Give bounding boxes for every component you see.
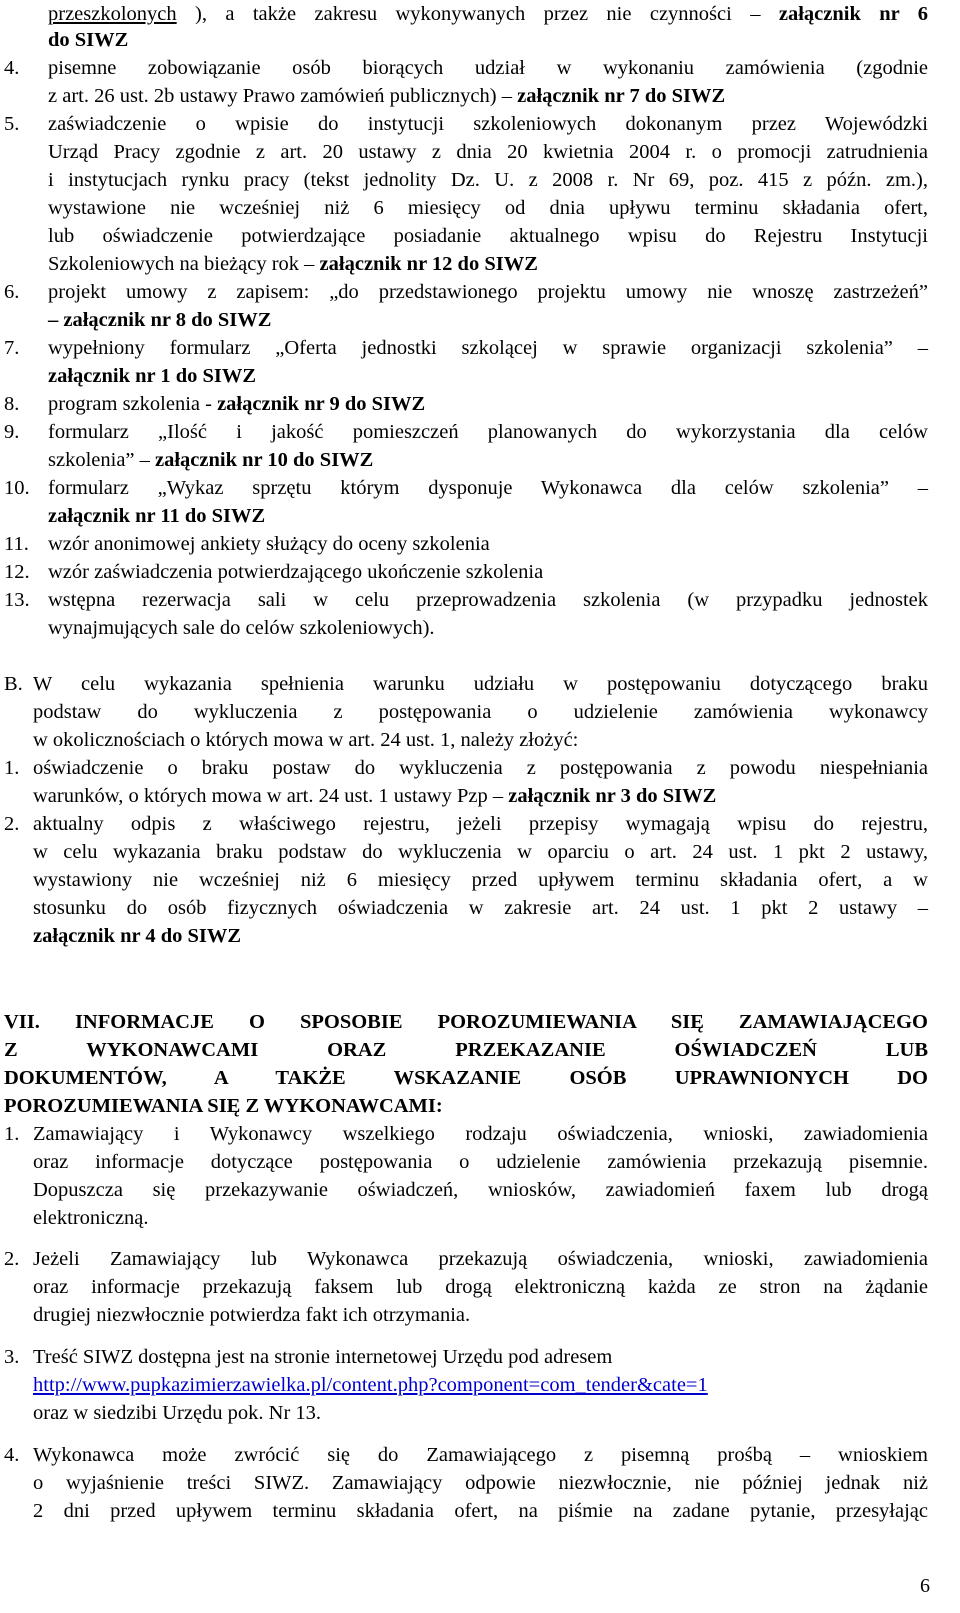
list-item-text: oświadczenie o braku postaw do wykluczenia z postępowania z powodu niespełniania (33, 757, 928, 779)
list-item-text: Jeżeli Zamawiający lub Wykonawca przekazują oświadczenia, wnioski, zawiadomienia (33, 1248, 928, 1270)
list-item-3-continuation: przeszkolonych ), a także zakresu wykonywanych przez nie czynności – załącznik nr 6 (48, 3, 928, 25)
list-number: 11. (4, 533, 29, 555)
list-number: 7. (4, 337, 20, 359)
list-item-text: Dopuszcza się przekazywanie oświadczeń, wniosków, zawiadomień faxem lub drogą (33, 1179, 928, 1201)
section-b-label: B. (4, 673, 23, 695)
list-item-text: wystawiony nie wcześniej niż 6 miesięcy przed upływem terminu składania ofert, a w (33, 869, 928, 891)
list-number: 13. (4, 589, 30, 611)
list-item-text: lub oświadczenie potwierdzające posiadanie aktualnego wpisu do Rejestru Instytucji (48, 225, 928, 247)
list-item-text: projekt umowy z zapisem: „do przedstawionego projektu umowy nie wnoszę zastrzeżeń” (48, 281, 928, 303)
list-item-text: drugiej niezwłocznie potwierdza fakt ich otrzymania. (33, 1304, 471, 1326)
list-item-text: o wyjaśnienie treści SIWZ. Zamawiający odpowie niezwłocznie, nie później jednak niż (33, 1472, 928, 1494)
section-heading: Z WYKONAWCAMI ORAZ PRZEKAZANIE OŚWIADCZEŃ LUB (4, 1039, 928, 1061)
list-item-text: formularz „Ilość i jakość pomieszczeń planowanych do wykorzystania dla celów (48, 421, 928, 443)
list-item-text: elektroniczną. (33, 1207, 149, 1229)
list-number: 4. (4, 57, 20, 79)
section-b-text: podstaw do wykluczenia z postępowania o udzielenie zamówienia wykonawcy (33, 701, 928, 723)
list-item-text: Treść SIWZ dostępna jest na stronie internetowej Urzędu pod adresem (33, 1346, 613, 1368)
list-item-attachment: załącznik nr 1 do SIWZ (48, 365, 257, 387)
list-item-text: zaświadczenie o wpisie do instytucji szkoleniowych dokonanym przez Wojewódzki (48, 113, 928, 135)
list-number: 12. (4, 561, 30, 583)
list-item-text: Wykonawca może zwrócić się do Zamawiającego z pisemną prośbą – wnioskiem (33, 1444, 928, 1466)
list-item-text: Zamawiający i Wykonawcy wszelkiego rodzaju oświadczenia, wnioski, zawiadomienia (33, 1123, 928, 1145)
list-number: 2. (4, 1248, 20, 1270)
list-item-text: Szkoleniowych na bieżący rok – załącznik nr 12 do SIWZ (48, 253, 538, 275)
list-number: 1. (4, 1123, 20, 1145)
page-number: 6 (920, 1575, 930, 1597)
list-item-attachment: załącznik nr 4 do SIWZ (33, 925, 242, 947)
list-number: 5. (4, 113, 20, 135)
list-item-attachment: załącznik nr 11 do SIWZ (48, 505, 266, 527)
section-heading: POROZUMIEWANIA SIĘ Z WYKONAWCAMI: (4, 1095, 443, 1117)
list-item-text: oraz w siedzibi Urzędu pok. Nr 13. (33, 1402, 322, 1424)
list-item-text: wystawione nie wcześniej niż 6 miesięcy od dnia upływu terminu składania ofert, (48, 197, 928, 219)
list-number: 2. (4, 813, 20, 835)
list-item-text: program szkolenia - załącznik nr 9 do SIWZ (48, 393, 426, 415)
list-number: 3. (4, 1346, 20, 1368)
section-heading: VII. INFORMACJE O SPOSOBIE POROZUMIEWANIA SIĘ ZAMAWIAJĄCEGO (4, 1011, 928, 1033)
list-item-3-attachment: do SIWZ (48, 29, 129, 51)
list-item-text: stosunku do osób fizycznych oświadczenia w zakresie art. 24 ust. 1 pkt 2 ustawy – (33, 897, 928, 919)
list-number: 9. (4, 421, 20, 443)
list-item-text: wzór zaświadczenia potwierdzającego ukończenie szkolenia (48, 561, 544, 583)
section-b-text: W celu wykazania spełnienia warunku udziału w postępowaniu dotyczącego braku (33, 673, 928, 695)
list-item-text: Urząd Pracy zgodnie z art. 20 ustawy z dnia 20 kwietnia 2004 r. o promocji zatrudnienia (48, 141, 928, 163)
list-item-text: oraz informacje dotyczące postępowania o udzielenie zamówienia przekazują pisemnie. (33, 1151, 928, 1173)
list-item-text: 2 dni przed upływem terminu składania ofert, na piśmie na zadane pytanie, przesyłając (33, 1500, 928, 1522)
list-item-text: z art. 26 ust. 2b ustawy Prawo zamówień publicznych) – załącznik nr 7 do SIWZ (48, 85, 726, 107)
list-item-text: w celu wykazania braku podstaw do wykluczenia w oparciu o art. 24 ust. 1 pkt 2 ustawy, (33, 841, 928, 863)
list-item-text: formularz „Wykaz sprzętu którym dysponuje Wykonawca dla celów szkolenia” – (48, 477, 928, 499)
list-number: 6. (4, 281, 20, 303)
list-number: 8. (4, 393, 20, 415)
section-heading: DOKUMENTÓW, A TAKŻE WSKAZANIE OSÓB UPRAWNIONYCH DO (4, 1067, 928, 1089)
section-b-text: w okolicznościach o których mowa w art. 24 ust. 1, należy złożyć: (33, 729, 579, 751)
list-item-text: i instytucjach rynku pracy (tekst jednolity Dz. U. z 2008 r. Nr 69, poz. 415 z późn. zm.), (48, 169, 928, 191)
list-item-text: wstępna rezerwacja sali w celu przeprowadzenia szkolenia (w przypadku jednostek (48, 589, 928, 611)
list-item-text: wynajmujących sale do celów szkoleniowych). (48, 617, 435, 639)
list-number: 4. (4, 1444, 20, 1466)
list-item-text: warunków, o których mowa w art. 24 ust. 1 ustawy Pzp – załącznik nr 3 do SIWZ (33, 785, 717, 807)
list-item-text: szkolenia” – załącznik nr 10 do SIWZ (48, 449, 374, 471)
list-item-attachment: – załącznik nr 8 do SIWZ (48, 309, 272, 331)
list-item-text: aktualny odpis z właściwego rejestru, jeżeli przepisy wymagają wpisu do rejestru, (33, 813, 928, 835)
list-item-text: oraz informacje przekazują faksem lub drogą elektroniczną każda ze stron na żądanie (33, 1276, 928, 1298)
list-item-text: wzór anonimowej ankiety służący do oceny szkolenia (48, 533, 490, 555)
list-item-text: wypełniony formularz „Oferta jednostki szkolącej w sprawie organizacji szkolenia” – (48, 337, 928, 359)
list-number: 10. (4, 477, 30, 499)
list-item-text: pisemne zobowiązanie osób biorących udział w wykonaniu zamówienia (zgodnie (48, 57, 928, 79)
siwz-link-line (33, 1371, 708, 1399)
list-number: 1. (4, 757, 20, 779)
siwz-url-link[interactable]: http://www.pupkazimierzawielka.pl/content.php?component=com_tender&cate=1 (33, 1374, 708, 1396)
